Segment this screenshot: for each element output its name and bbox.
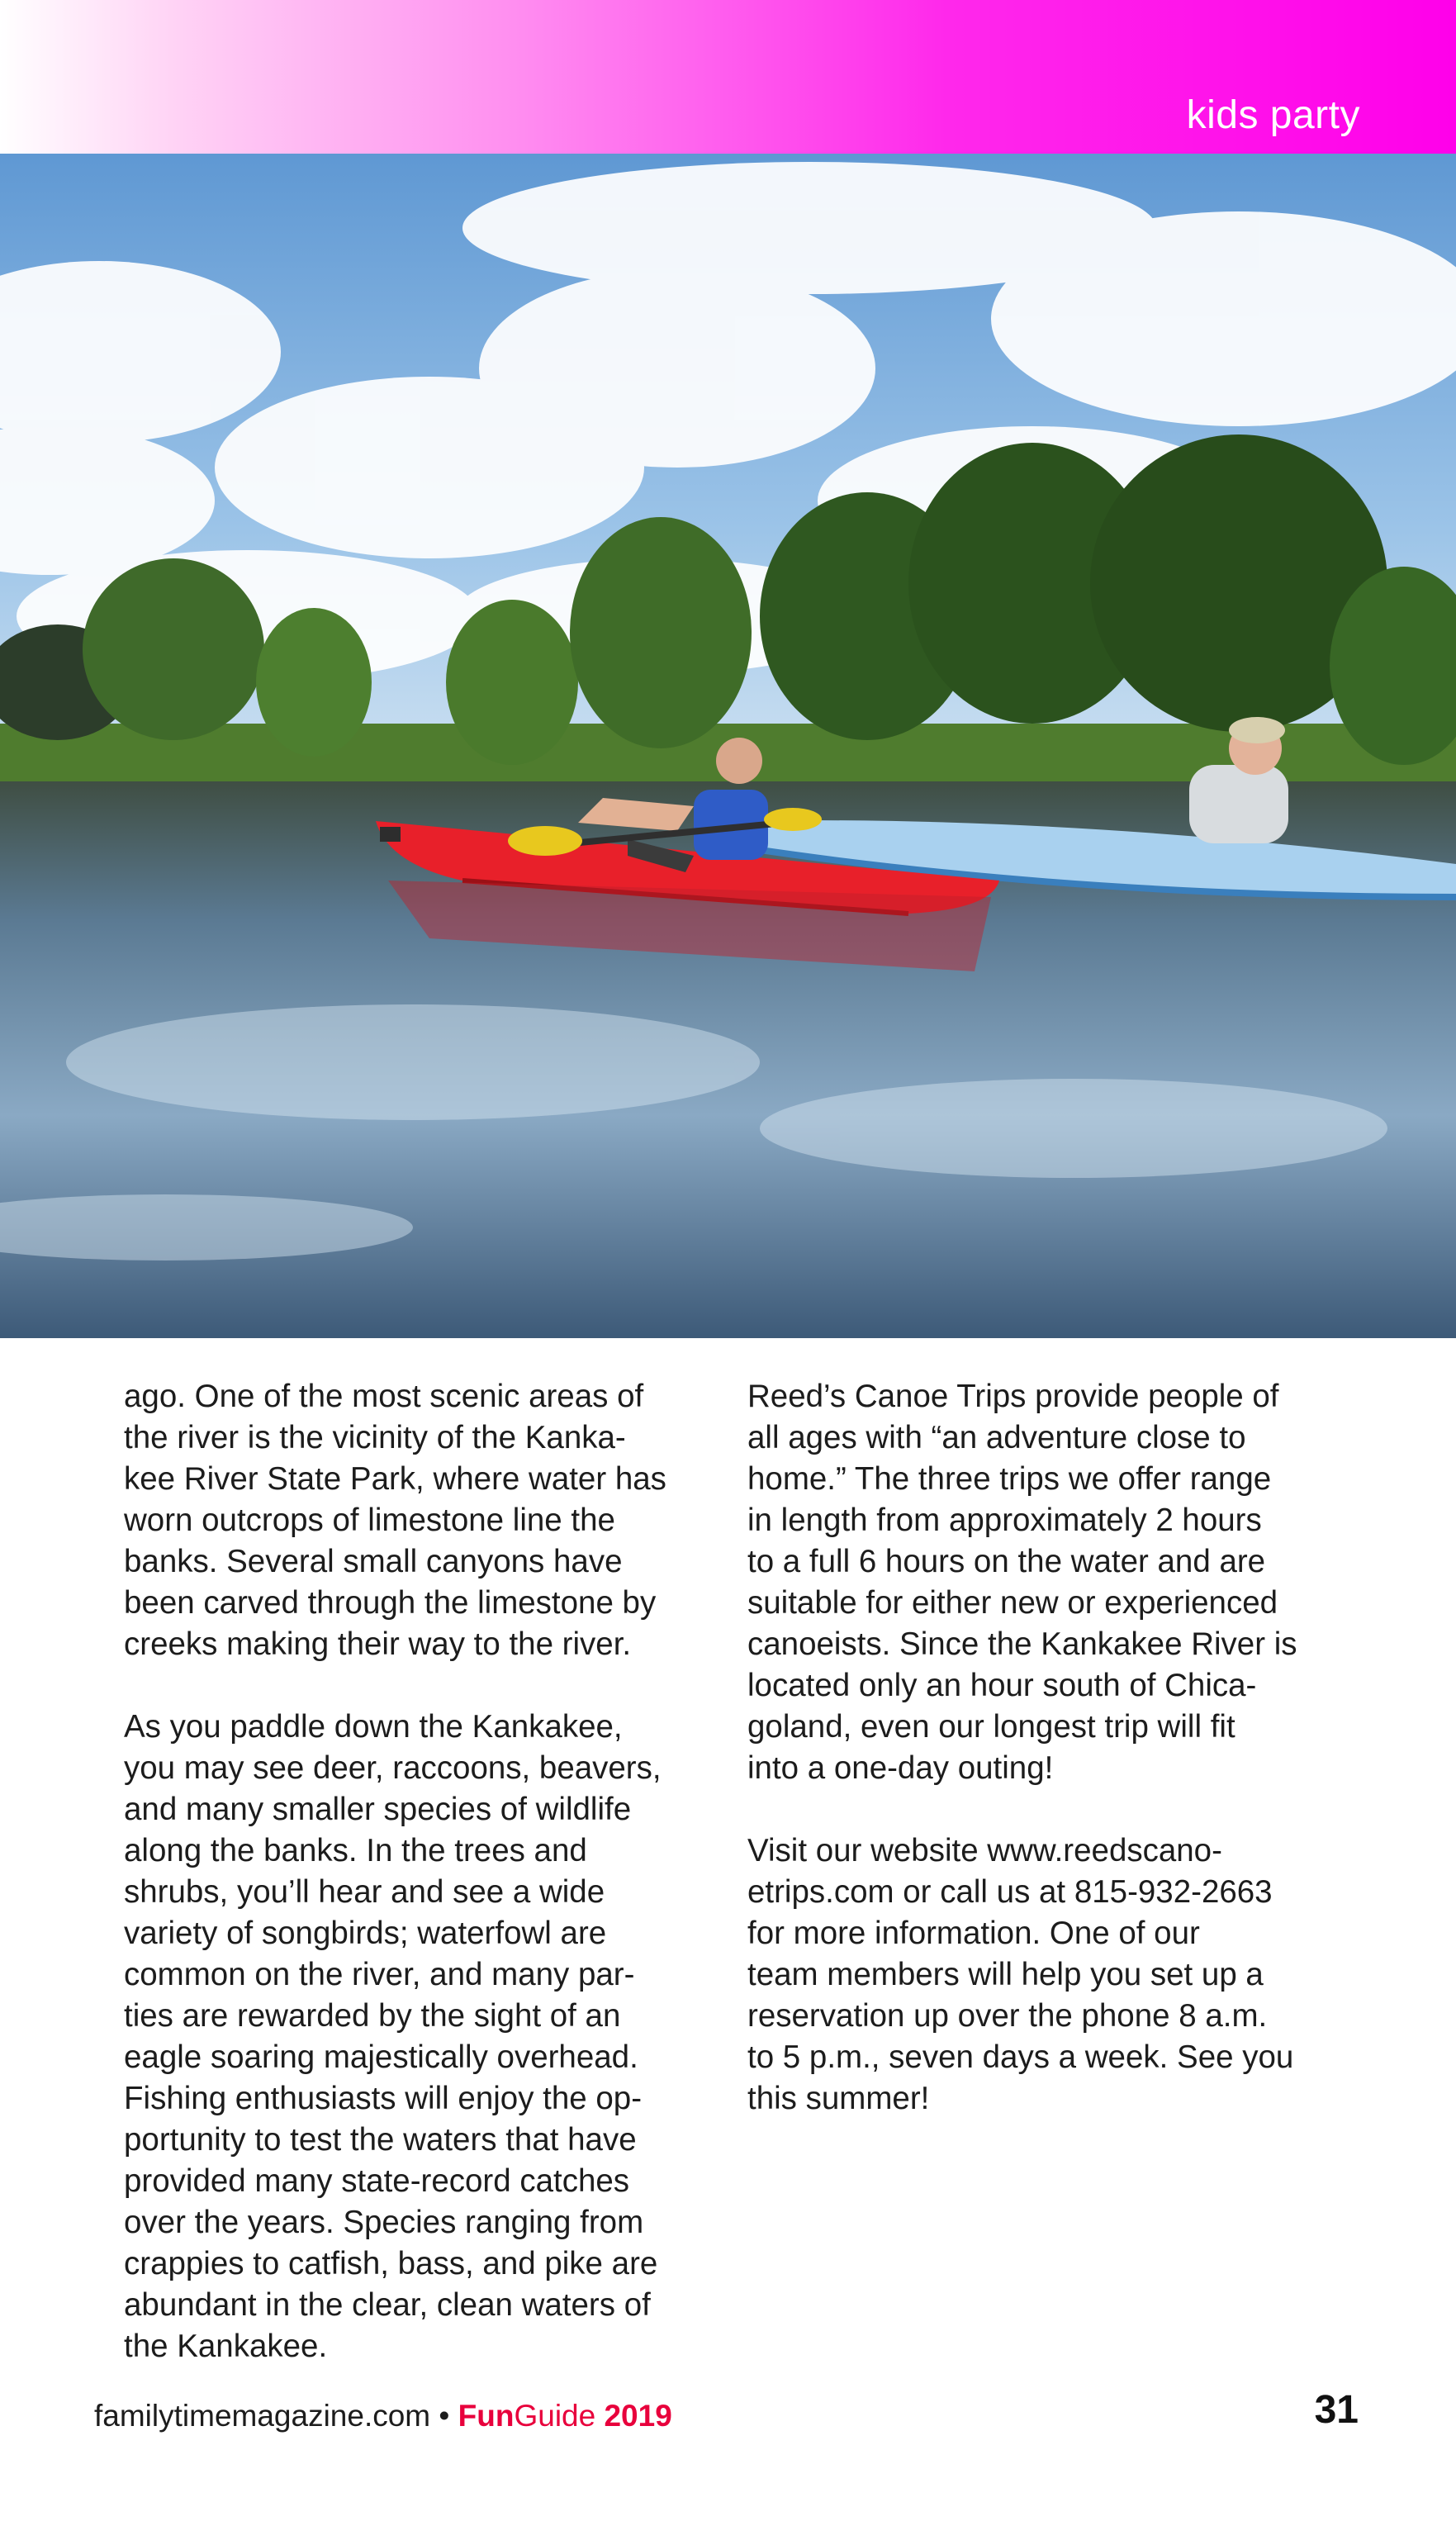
paragraph: As you paddle down the Kankakee, you may see deer, raccoons, beavers, and many smaller species of wildlife along the banks. In the trees and shrubs, you’ll hear and see a wide variety of songbirds; waterfowl are common on the river, and many par- ties are rewarded by the sight of an eagle soaring majestically overhead. Fishing enthusiasts will enjoy the op- portunity to test the waters that have provided many state-record catches over the years. Species ranging from crappies to catfish, bass, and pike are abundant in the clear, clean waters of the Kankakee. bbox=[124, 1709, 662, 2364]
paragraph: Visit our website www.reedscano- etrips.com or call us at 815-932-2663 for more information. One of our team members will help you set up a reservation up over the phone 8 a.m. to 5 p.m., seven days a week. See you this summer! bbox=[747, 1833, 1294, 2116]
kayak-photo bbox=[0, 154, 1456, 1338]
section-label: kids party bbox=[1186, 93, 1360, 137]
page-number: 31 bbox=[1314, 2388, 1359, 2432]
header-band bbox=[0, 0, 1456, 154]
article-column-right bbox=[747, 1376, 1350, 2161]
footer-year: 2019 bbox=[595, 2399, 672, 2433]
footer-bullet: • bbox=[430, 2399, 458, 2433]
footer-guide: Guide bbox=[514, 2399, 596, 2433]
footer-site[interactable]: familytimemagazine.com bbox=[94, 2399, 431, 2433]
article-column-left bbox=[124, 1376, 727, 2409]
paragraph: ago. One of the most scenic areas of the river is the vicinity of the Kanka- kee River State Park, where water has worn outcrops of limestone line the banks. Several small canyons have been carved through the limestone by creeks making their way to the river. bbox=[124, 1379, 666, 1662]
kayak-photo-illustration bbox=[0, 154, 1456, 1338]
footer-credit bbox=[94, 2399, 672, 2433]
footer-fun: Fun bbox=[458, 2399, 515, 2433]
paragraph: Reed’s Canoe Trips provide people of all ages with “an adventure close to home.” The three trips we offer range in length from approximately 2 hours to a full 6 hours on the water and are suitable for either new or experienced canoeists. Since the Kankakee River is located only an hour south of Chica- goland, even our longest trip will fit into a one-day outing! bbox=[747, 1379, 1297, 1786]
